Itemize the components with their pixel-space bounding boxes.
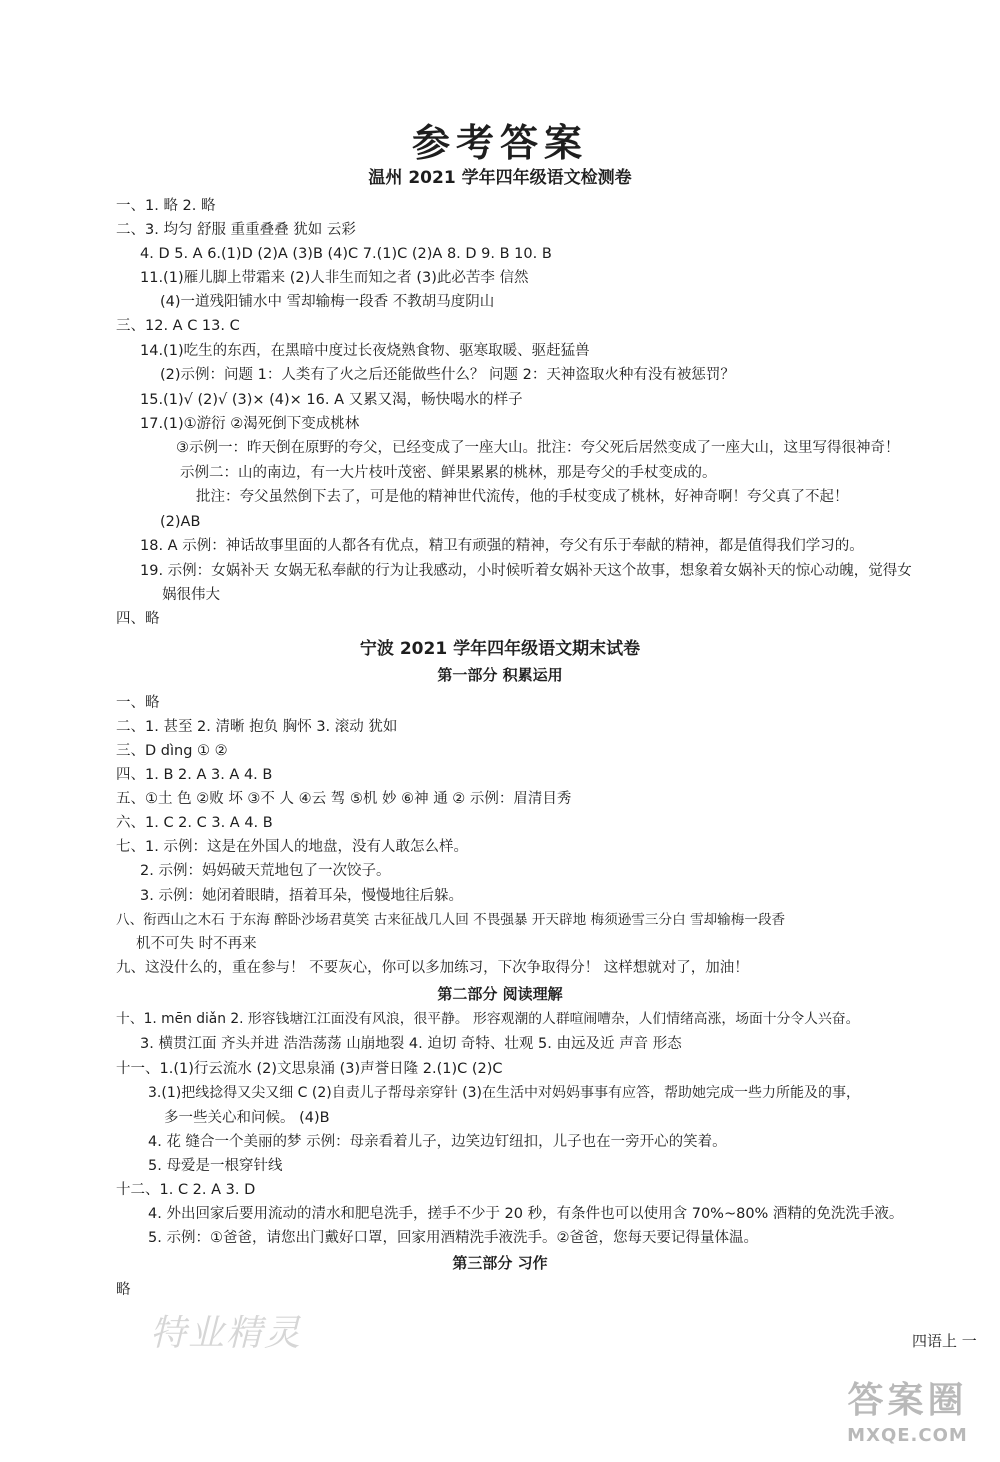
answer-line: 二、1. 甚至 2. 清晰 抱负 胸怀 3. 滚动 犹如	[116, 719, 398, 735]
answer-line: 11.(1)雁儿脚上带霜来 (2)人非生而知之者 (3)此必苦李 信然	[140, 270, 529, 286]
answer-line: 18. A 示例：神话故事里面的人都各有优点，精卫有顽强的精神，夸父有乐于奉献的精神，都是值得我们学习的。	[140, 538, 864, 554]
answer-line: 机不可失 时不再来	[136, 936, 257, 952]
answer-line: 十一、1.(1)行云流水 (2)文思泉涌 (3)声誉日隆 2.(1)C (2)C	[116, 1061, 503, 1077]
part-title-1: 第一部分 积累运用	[437, 666, 563, 684]
watermark-logo-text: 答案圈	[847, 1380, 968, 1421]
answer-line: 四、1. B 2. A 3. A 4. B	[116, 767, 273, 783]
answer-line: 十、1. mēn diǎn 2. 形容钱塘江江面没有风浪，很平静。 形容观潮的人群喧闹嘈杂，人们情绪高涨，场面十分令人兴奋。	[116, 1011, 860, 1027]
answer-line: 批注：夸父虽然倒下去了，可是他的精神世代流传，他的手杖变成了桃林，好神奇啊！夸父真了不起！	[196, 489, 849, 505]
answer-line: 3. 示例：她闭着眼睛，捂着耳朵，慢慢地往后躲。	[140, 888, 463, 904]
page-footer: 四语上 一	[912, 1332, 977, 1350]
answer-line: 2. 示例：妈妈破天荒地包了一次饺子。	[140, 863, 391, 879]
answer-line: 示例二：山的南边，有一大片枝叶茂密、鲜果累累的桃林，那是夸父的手杖变成的。	[180, 465, 717, 481]
watermark-logo	[820, 1372, 995, 1446]
answer-line: 4. D 5. A 6.(1)D (2)A (3)B (4)C 7.(1)C (2)A 8. D 9. B 10. B	[140, 246, 552, 262]
answer-line: 三、12. A C 13. C	[116, 318, 240, 334]
answer-line: 二、3. 均匀 舒服 重重叠叠 犹如 云彩	[116, 222, 356, 238]
answer-line: 五、①土 色 ②败 坏 ③不 人 ④云 驾 ⑤机 妙 ⑥神 通 ② 示例：眉清目秀	[116, 791, 572, 807]
answer-line: 一、略	[116, 695, 160, 711]
watermark-logo-url: MXQE.COM	[847, 1425, 968, 1446]
answer-line: 四、略	[116, 611, 160, 627]
answer-line: 三、D dìng ① ②	[116, 743, 228, 759]
answer-line: 娲很伟大	[162, 587, 220, 603]
answer-line: 3.(1)把线捻得又尖又细 C (2)自责儿子帮母亲穿针 (3)在生活中对妈妈事事有应答，帮助她完成一些力所能及的事，	[148, 1085, 860, 1101]
answer-line: 3. 横贯江面 齐头并进 浩浩荡荡 山崩地裂 4. 迫切 奇特、壮观 5. 由远及近 声音 形态	[140, 1036, 682, 1052]
answer-line: 六、1. C 2. C 3. A 4. B	[116, 815, 273, 831]
page-title: 参考答案	[411, 120, 588, 165]
part-title-2: 第二部分 阅读理解	[437, 985, 563, 1003]
answer-line: 十二、1. C 2. A 3. D	[116, 1182, 256, 1198]
part-title-3: 第三部分 习作	[452, 1254, 548, 1272]
answer-line: 九、这没什么的，重在参与！ 不要灰心，你可以多加练习，下次争取得分！ 这样想就对了，加油！	[116, 960, 749, 976]
answer-line: 4. 花 缝合一个美丽的梦 示例：母亲看着儿子，边笑边钉纽扣，儿子也在一旁开心的笑着。	[148, 1134, 727, 1150]
answer-line: 14.(1)吃生的东西，在黑暗中度过长夜烧熟食物、驱寒取暖、驱赶猛兽	[140, 343, 590, 359]
section-title-wenzhou: 温州 2021 学年四年级语文检测卷	[368, 168, 632, 188]
answer-line: 略	[116, 1282, 131, 1298]
answer-line: 4. 外出回家后要用流动的清水和肥皂洗手，搓手不少于 20 秒，有条件也可以使用含 70%~80% 酒精的免洗洗手液。	[148, 1206, 904, 1222]
answer-line: (2)示例：问题 1：人类有了火之后还能做些什么？ 问题 2：天神盗取火种有没有被惩罚？	[160, 367, 735, 383]
answer-line: 5. 示例：①爸爸，请您出门戴好口罩，回家用酒精洗手液洗手。②爸爸，您每天要记得量体温。	[148, 1230, 758, 1246]
answer-line: 一、1. 略 2. 略	[116, 198, 216, 214]
answer-line: (2)AB	[160, 514, 201, 530]
answer-line: 19. 示例：女娲补天 女娲无私奉献的行为让我感动，小时候听着女娲补天这个故事，想象着女娲补天的惊心动魄，觉得女	[140, 563, 912, 579]
section-title-ningbo: 宁波 2021 学年四年级语文期末试卷	[359, 639, 641, 659]
watermark-left: 特业精灵	[150, 1313, 303, 1354]
answer-line: 八、衔西山之木石 于东海 醉卧沙场君莫笑 古来征战几人回 不畏强暴 开天辟地 梅须逊雪三分白 雪却输梅一段香	[116, 912, 786, 928]
answer-line: ③示例一：昨天倒在原野的夸父，已经变成了一座大山。批注：夸父死后居然变成了一座大山，这里写得很神奇！	[176, 440, 900, 456]
answer-line: 多一些关心和问候。 (4)B	[164, 1110, 330, 1126]
answer-line: 15.(1)√ (2)√ (3)× (4)× 16. A 又累又渴，畅快喝水的样子	[140, 392, 523, 408]
answer-line: 17.(1)①游衍 ②渴死倒下变成桃林	[140, 416, 360, 432]
answer-line: 5. 母爱是一根穿针线	[148, 1158, 283, 1174]
answer-line: 七、1. 示例：这是在外国人的地盘，没有人敢怎么样。	[116, 839, 468, 855]
answer-line: (4)一道残阳铺水中 雪却输梅一段香 不教胡马度阴山	[160, 294, 495, 310]
